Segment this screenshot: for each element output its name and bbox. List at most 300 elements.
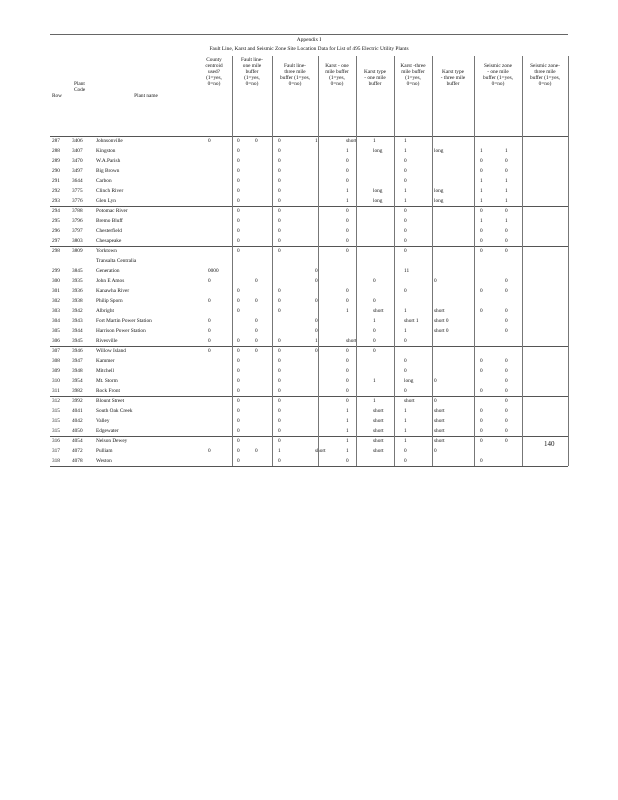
header-text: Fault line- [284, 63, 306, 69]
cell-row: 310 [52, 378, 60, 384]
table-row [50, 246, 568, 256]
cell-value: 1 [505, 198, 508, 204]
cell-value: 0 [278, 358, 281, 364]
cell-code: 3943 [72, 318, 83, 324]
cell-name: Yorktown [96, 248, 117, 254]
cell-value: 1 [346, 148, 349, 154]
table-row [50, 196, 568, 206]
cell-name: Johnsonville [96, 138, 123, 144]
cell-value: 0 [278, 248, 281, 254]
cell-value: 0 [278, 428, 281, 434]
cell-value: 0 [505, 238, 508, 244]
table-row [50, 456, 568, 466]
cell-value: short [346, 338, 357, 344]
cell-value: long [434, 188, 444, 194]
cell-name: Edgewater [96, 428, 119, 434]
cell-code: 3947 [72, 358, 83, 364]
cell-value: 0 [480, 208, 483, 214]
cell-value: 0 [237, 438, 240, 444]
cell-row: 289 [52, 158, 60, 164]
cell-row: 300 [52, 278, 60, 284]
cell-value: 0 [404, 458, 407, 464]
cell-value: 0 [237, 238, 240, 244]
cell-row: 307 [52, 348, 60, 354]
cell-value: 1 [480, 218, 483, 224]
cell-value: 0 [237, 228, 240, 234]
cell-name: Blount Street [96, 398, 125, 404]
cell-value: 0 [505, 388, 508, 394]
cell-name: Kanawha River [96, 288, 130, 294]
cell-value: short [315, 448, 326, 454]
cell-value: 0 [480, 358, 483, 364]
header-text: buffer (1=yes, [530, 75, 560, 81]
header-text: mile buffer [401, 69, 425, 75]
table-row [50, 176, 568, 186]
header-text: (1=yes, [244, 75, 260, 81]
header-seismic-one-mile [474, 56, 522, 136]
cell-value: 0 [480, 228, 483, 234]
cell-row: 315 [52, 408, 60, 414]
column-divider [522, 56, 523, 466]
cell-value: 0 [434, 398, 437, 404]
cell-value: 0 [237, 148, 240, 154]
cell-value: 0 [505, 408, 508, 414]
cell-value: 1 [346, 428, 349, 434]
header-plant-name [96, 56, 196, 136]
cell-row: 318 [52, 458, 60, 464]
cell-value: 0 [480, 288, 483, 294]
cell-value: 0 [346, 208, 349, 214]
cell-code: 3803 [72, 238, 83, 244]
table-row [50, 406, 568, 416]
header-row [50, 56, 70, 136]
cell-row: 292 [52, 188, 60, 194]
cell-value: 0 [315, 298, 318, 304]
cell-name: John E Amos [96, 278, 125, 284]
cell-value: 0 [404, 338, 407, 344]
cell-value: 1 [404, 408, 407, 414]
cell-value: 0 [237, 198, 240, 204]
cell-row: 315 [52, 418, 60, 424]
cell-value: 1 [404, 308, 407, 314]
header-text: Karst -three [400, 63, 426, 69]
cell-value: 0 [346, 298, 349, 304]
table-row [50, 186, 568, 196]
header-text: Karst type [364, 69, 386, 75]
header-text: 0=no) [245, 81, 259, 87]
cell-value: long [373, 188, 383, 194]
cell-value: long [373, 198, 383, 204]
cell-value: 0 [373, 338, 376, 344]
cell-name: Philip Sporn [96, 298, 123, 304]
cell-code: 3407 [72, 148, 83, 154]
header-text: mile buffer [325, 69, 349, 75]
table-row [50, 306, 568, 316]
cell-value: 0 [237, 358, 240, 364]
cell-value: 0 [480, 238, 483, 244]
cell-value: 1 [278, 448, 281, 454]
cell-value: 0 [480, 368, 483, 374]
cell-name: Fort Martin Power Station [96, 318, 152, 324]
cell-value: 0 [237, 388, 240, 394]
cell-row: 297 [52, 238, 60, 244]
header-code-line2: Code [74, 87, 86, 93]
cell-value: 0 [237, 298, 240, 304]
cell-code: 4042 [72, 418, 83, 424]
cell-value: 0 [278, 228, 281, 234]
cell-value: 0 [208, 278, 211, 284]
header-text: Fault line- [241, 57, 263, 63]
cell-value: 0 [480, 428, 483, 434]
cell-name: Bremo Bluff [96, 218, 123, 224]
cell-value: 0 [480, 158, 483, 164]
cell-value: 0 [278, 438, 281, 444]
cell-value: 1 [404, 198, 407, 204]
cell-value: 0 [278, 298, 281, 304]
cell-name: Generation [96, 268, 120, 274]
header-text: buffer (1=yes, [483, 75, 513, 81]
cell-value: 0 [404, 218, 407, 224]
cell-value: 1 [480, 148, 483, 154]
cell-value: 1 [346, 408, 349, 414]
header-text: Karst - one [325, 63, 349, 69]
cell-value: 1 [505, 178, 508, 184]
header-text: three mile [284, 69, 306, 75]
header-karst-type-three-mile [432, 56, 474, 136]
header-text: Seismic zone [483, 63, 513, 69]
header-text: centroid [205, 63, 223, 69]
header-text: 0=no) [330, 81, 344, 87]
cell-value: 0 [404, 448, 407, 454]
cell-name: Mt. Storm [96, 378, 118, 384]
cell-row: 316 [52, 438, 60, 444]
cell-name: Carbon [96, 178, 112, 184]
cell-value: 0 [404, 178, 407, 184]
header-text: used? [207, 69, 221, 75]
cell-row: 306 [52, 338, 60, 344]
cell-value: short [434, 308, 445, 314]
table-row [50, 356, 568, 366]
cell-value: 0 [346, 348, 349, 354]
header-karst-three-mile [394, 56, 432, 136]
cell-code: 3954 [72, 378, 83, 384]
cell-code: 3470 [72, 158, 83, 164]
cell-value: 0 [237, 448, 240, 454]
header-karst-type-one-mile [356, 56, 394, 136]
cell-name: Clinch River [96, 188, 124, 194]
cell-row: 315 [52, 428, 60, 434]
cell-code: 3946 [72, 348, 83, 354]
cell-row: 296 [52, 228, 60, 234]
header-text: buffer (1=yes, [280, 75, 310, 81]
cell-value: 0 [278, 168, 281, 174]
cell-value: 0 [255, 338, 258, 344]
cell-row: 312 [52, 398, 60, 404]
cell-value: 0 [480, 168, 483, 174]
cell-value: 0 [237, 288, 240, 294]
cell-name: Kingston [96, 148, 116, 154]
cell-value: short 0 [434, 318, 449, 324]
cell-value: 0 [505, 308, 508, 314]
cell-value: 0 [208, 338, 211, 344]
header-text: 0=no) [491, 81, 505, 87]
cell-name: Willow Island [96, 348, 126, 354]
header-code [72, 56, 96, 136]
cell-value: 0 [373, 278, 376, 284]
cell-value: 0 [278, 178, 281, 184]
cell-value: long [434, 148, 444, 154]
cell-name: Valley [96, 418, 110, 424]
cell-row: 311 [52, 388, 60, 394]
table-row [50, 326, 568, 336]
cell-value: long [373, 148, 383, 154]
cell-code: 3935 [72, 278, 83, 284]
cell-value: 0 [237, 248, 240, 254]
cell-value: 0 [505, 248, 508, 254]
table-row [50, 426, 568, 436]
header-fault-one-mile [232, 56, 272, 136]
cell-value: 0 [346, 158, 349, 164]
header-text: one mile [242, 63, 262, 69]
cell-value: 0 [237, 348, 240, 354]
cell-value: 0 [278, 368, 281, 374]
header-karst-one-mile [318, 56, 356, 136]
cell-name: South Oak Creek [96, 408, 133, 414]
cell-value: 0 [237, 418, 240, 424]
cell-value: 0 [346, 368, 349, 374]
cell-code: 3775 [72, 188, 83, 194]
cell-code: 3942 [72, 308, 83, 314]
cell-code: 3948 [72, 368, 83, 374]
header-text: (1=yes, [329, 75, 345, 81]
header-name-label: Plant name [134, 93, 158, 99]
cell-value: 1 [404, 418, 407, 424]
cell-value: 0 [346, 248, 349, 254]
header-text: - one mile [364, 75, 386, 81]
table-row [50, 216, 568, 226]
cell-value: 0 [404, 248, 407, 254]
table-caption: Fault Line, Karst and Seismic Zone Site Location Data for List of 495 Electric Utility Plants [209, 46, 409, 52]
header-text: buffer [446, 81, 460, 87]
cell-value: 1 [480, 178, 483, 184]
cell-value: short [373, 308, 384, 314]
cell-value: 1 [346, 418, 349, 424]
cell-value: 1 [373, 138, 376, 144]
cell-value: 0 [505, 418, 508, 424]
cell-value: 1 [404, 438, 407, 444]
cell-value: 0 [404, 288, 407, 294]
table-row [50, 296, 568, 306]
cell-value: 0 [480, 438, 483, 444]
cell-value: 0 [480, 408, 483, 414]
cell-row: 290 [52, 168, 60, 174]
row-divider [50, 346, 568, 347]
column-divider [356, 56, 357, 466]
cell-value: 1 [346, 438, 349, 444]
cell-value: 0 [208, 318, 211, 324]
table-row [50, 166, 568, 176]
header-code-line1: Plant [74, 81, 85, 87]
cell-value: 1 [404, 428, 407, 434]
cell-value: 1 [404, 188, 407, 194]
cell-value: 0 [346, 398, 349, 404]
cell-value: 0 [404, 368, 407, 374]
cell-code: 3845 [72, 268, 83, 274]
cell-name: Harrison Power Station [96, 328, 146, 334]
cell-value: 0 [208, 298, 211, 304]
cell-value: 0 [278, 308, 281, 314]
cell-value: 0 [404, 238, 407, 244]
cell-value: 0 [315, 348, 318, 354]
cell-value: 0 [255, 348, 258, 354]
column-divider [568, 56, 569, 466]
cell-row: 302 [52, 298, 60, 304]
cell-value: 1 [373, 378, 376, 384]
cell-value: 0 [315, 268, 318, 274]
cell-name: Glen Lyn [96, 198, 116, 204]
cell-row: 309 [52, 368, 60, 374]
cell-value: 0 [505, 328, 508, 334]
cell-value: 0 [278, 338, 281, 344]
cell-name: Chesapeake [96, 238, 122, 244]
cell-value: 0 [237, 428, 240, 434]
table-row [50, 276, 568, 286]
cell-code: 3776 [72, 198, 83, 204]
cell-value: short 0 [434, 328, 449, 334]
cell-value: 1 [480, 198, 483, 204]
cell-value: 0 [404, 358, 407, 364]
table-row [50, 376, 568, 386]
cell-value: 1 [373, 318, 376, 324]
cell-row: 299 [52, 268, 60, 274]
cell-code: 3406 [72, 138, 83, 144]
cell-code: 3797 [72, 228, 83, 234]
header-text: 0=no) [288, 81, 302, 87]
cell-value: 0 [505, 318, 508, 324]
cell-value: 0 [505, 398, 508, 404]
cell-value: 0 [346, 378, 349, 384]
cell-value: 1 [480, 188, 483, 194]
cell-name: Chesterfield [96, 228, 122, 234]
cell-value: 0 [346, 218, 349, 224]
table-row [50, 366, 568, 376]
header-text: three mile [534, 69, 556, 75]
cell-value: 0 [278, 148, 281, 154]
header-text: (1=yes, [206, 75, 222, 81]
cell-row: 305 [52, 328, 60, 334]
cell-value: 1 [505, 188, 508, 194]
cell-value: 0 [480, 308, 483, 314]
header-text: - three mile [440, 75, 466, 81]
column-divider [272, 56, 273, 466]
column-divider [232, 56, 233, 466]
table-row [50, 396, 568, 406]
cell-value: 0 [255, 298, 258, 304]
cell-value: 0 [404, 168, 407, 174]
cell-value: 1 [373, 398, 376, 404]
cell-value: 0 [346, 288, 349, 294]
cell-value: 0 [255, 318, 258, 324]
cell-value: 0 [480, 418, 483, 424]
cell-code: 3945 [72, 338, 83, 344]
column-divider [432, 56, 433, 466]
cell-row: 301 [52, 288, 60, 294]
cell-value: short [434, 428, 445, 434]
cell-value: 0 [346, 178, 349, 184]
cell-row: 308 [52, 358, 60, 364]
table-row [50, 286, 568, 296]
cell-value: 0 [278, 388, 281, 394]
cell-value: 0 [278, 348, 281, 354]
cell-code: 3982 [72, 388, 83, 394]
cell-value: 0 [237, 188, 240, 194]
table-row [50, 256, 568, 266]
header-seismic-three-mile [522, 56, 568, 136]
cell-value: 0 [208, 138, 211, 144]
row-divider [50, 206, 568, 207]
cell-value: 0 [315, 328, 318, 334]
cell-value: 0 [237, 158, 240, 164]
cell-row: 303 [52, 308, 60, 314]
cell-row: 298 [52, 248, 60, 254]
cell-value: 0 [346, 168, 349, 174]
cell-value: short [346, 138, 357, 144]
cell-value: 1 [346, 188, 349, 194]
cell-value: 0 [505, 378, 508, 384]
table-row [50, 146, 568, 156]
table-row [50, 446, 568, 456]
cell-value: 0 [237, 408, 240, 414]
table-row [50, 206, 568, 216]
cell-value: short [404, 398, 415, 404]
cell-name: Potomac River [96, 208, 128, 214]
cell-code: 4054 [72, 438, 83, 444]
cell-code: 3796 [72, 218, 83, 224]
column-divider [318, 56, 319, 466]
cell-value: short [434, 418, 445, 424]
cell-value: 1 [315, 138, 318, 144]
cell-name: Rivesville [96, 338, 118, 344]
table-row [50, 346, 568, 356]
cell-value: 0 [278, 378, 281, 384]
cell-value: 0 [373, 328, 376, 334]
cell-value: long [434, 198, 444, 204]
cell-value: 0 [278, 408, 281, 414]
cell-value: 1 [346, 198, 349, 204]
cell-row: 294 [52, 208, 60, 214]
cell-value: 0 [278, 418, 281, 424]
cell-code: 3936 [72, 288, 83, 294]
table-row [50, 436, 568, 446]
header-fault-three-mile [272, 56, 318, 136]
cell-value: 0 [278, 158, 281, 164]
header-text: (1=yes, [405, 75, 421, 81]
column-divider [394, 56, 395, 466]
header-county [196, 56, 232, 136]
cell-name: W.A.Parish [96, 158, 121, 164]
header-text: buffer [245, 69, 259, 75]
cell-value: 0 [373, 298, 376, 304]
cell-value: 0 [505, 358, 508, 364]
cell-value: 0 [278, 288, 281, 294]
cell-value: 0 [505, 428, 508, 434]
table-row [50, 416, 568, 426]
cell-value: 0 [237, 338, 240, 344]
header-row-label: Row [52, 93, 63, 99]
cell-value: 0 [237, 398, 240, 404]
cell-value: 0 [208, 448, 211, 454]
cell-name: Kammer [96, 358, 115, 364]
